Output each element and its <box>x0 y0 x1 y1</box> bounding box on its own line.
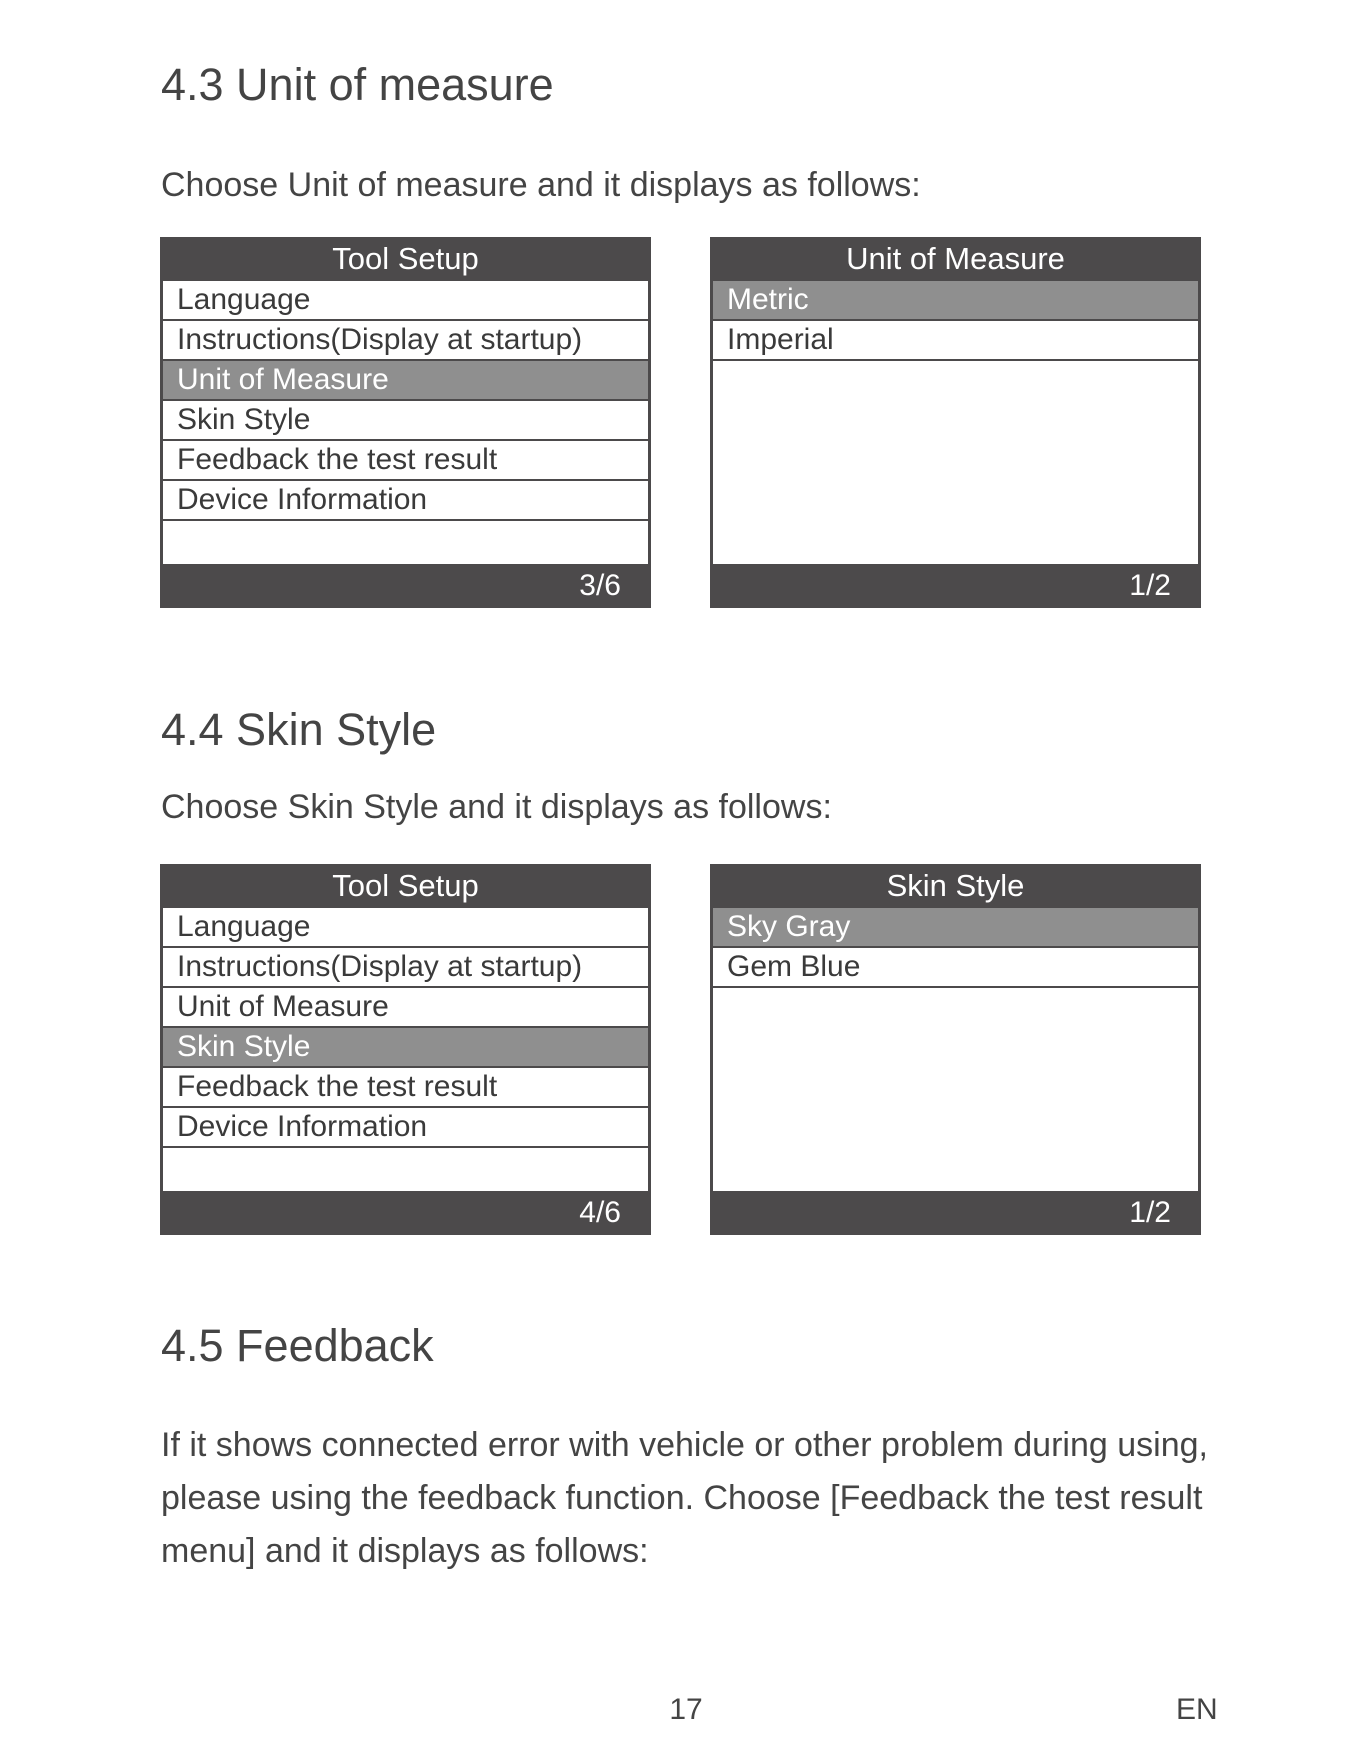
tool-setup-screen-2 <box>160 864 651 1235</box>
option-gem-blue[interactable]: Gem Blue <box>713 948 1198 988</box>
menu-item-unit-of-measure[interactable]: Unit of Measure <box>163 988 648 1028</box>
option-imperial[interactable]: Imperial <box>713 321 1198 361</box>
page-indicator: 4/6 <box>579 1196 621 1229</box>
option-list <box>713 908 1198 1191</box>
section-body-feedback: If it shows connected error with vehicle or other problem during using, please using the feedback function. Choose [Feedback the test result menu] and it displays as follows: <box>161 1426 1208 1570</box>
menu-item-device-information[interactable]: Device Information <box>163 1108 648 1148</box>
section-heading-feedback: 4.5 Feedback <box>161 1320 434 1371</box>
menu-list <box>163 908 648 1191</box>
screen-title: Unit of Measure <box>846 241 1065 276</box>
menu-item-language[interactable]: Language <box>163 908 648 948</box>
page-indicator: 3/6 <box>579 569 621 602</box>
page-number: 17 <box>669 1693 703 1726</box>
menu-list <box>163 281 648 564</box>
screen-title: Skin Style <box>886 868 1025 903</box>
page-indicator: 1/2 <box>1129 569 1171 602</box>
screen-title: Tool Setup <box>332 241 479 276</box>
menu-item-empty <box>163 521 648 561</box>
option-list <box>713 281 1198 564</box>
menu-item-instructions[interactable]: Instructions(Display at startup) <box>163 948 648 988</box>
menu-item-empty <box>163 1148 648 1188</box>
menu-item-language[interactable]: Language <box>163 281 648 321</box>
section-intro-unit-of-measure: Choose Unit of measure and it displays as follows: <box>161 166 921 204</box>
unit-of-measure-screen <box>710 237 1201 608</box>
section-heading-skin-style: 4.4 Skin Style <box>161 704 437 755</box>
screen-title: Tool Setup <box>332 868 479 903</box>
skin-style-screen <box>710 864 1201 1235</box>
language-marker: EN <box>1176 1693 1218 1726</box>
menu-item-feedback[interactable]: Feedback the test result <box>163 441 648 481</box>
menu-item-instructions[interactable]: Instructions(Display at startup) <box>163 321 648 361</box>
section-heading-unit-of-measure: 4.3 Unit of measure <box>161 59 554 110</box>
option-sky-gray[interactable]: Sky Gray <box>713 908 1198 948</box>
menu-item-skin-style[interactable]: Skin Style <box>163 401 648 441</box>
menu-item-unit-of-measure[interactable]: Unit of Measure <box>163 361 648 401</box>
option-metric[interactable]: Metric <box>713 281 1198 321</box>
page-indicator: 1/2 <box>1129 1196 1171 1229</box>
section-intro-skin-style: Choose Skin Style and it displays as follows: <box>161 788 832 826</box>
menu-item-feedback[interactable]: Feedback the test result <box>163 1068 648 1108</box>
tool-setup-screen-1 <box>160 237 651 608</box>
menu-item-device-information[interactable]: Device Information <box>163 481 648 521</box>
menu-item-skin-style[interactable]: Skin Style <box>163 1028 648 1068</box>
